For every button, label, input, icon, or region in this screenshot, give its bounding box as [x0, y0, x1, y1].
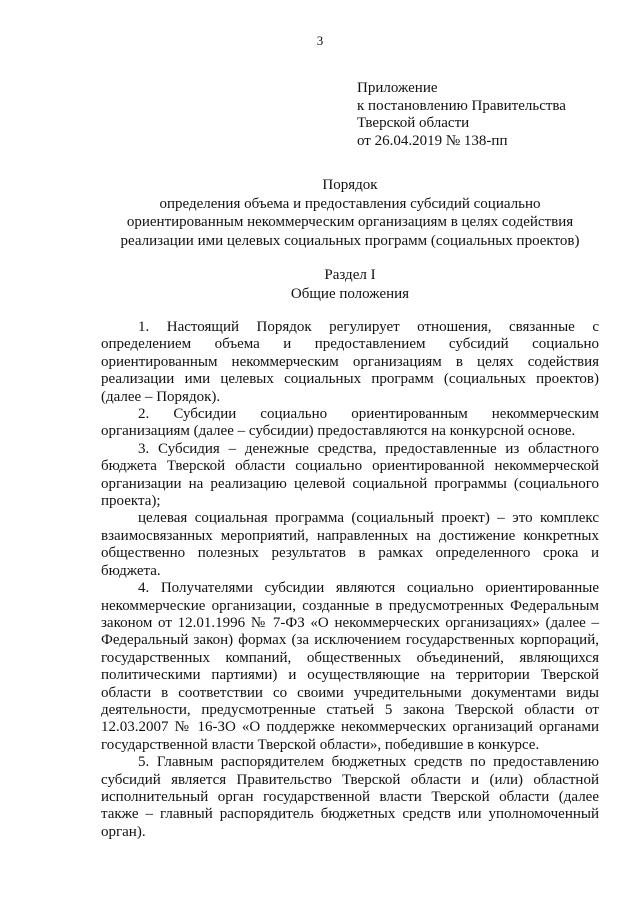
paragraph: 2. Субсидии социально ориентированным некоммерческим организациям (далее – субсидии) предоставляются на конкурсной основе. [101, 406, 599, 440]
appendix-line: от 26.04.2019 № 138-пп [357, 132, 508, 149]
page-number: 3 [316, 33, 324, 48]
section-number: Раздел I [324, 267, 376, 283]
paragraph: целевая социальная программа (социальный проект) – это комплекс взаимосвязанных мероприятий, направленных на достижение конкретных общественно полезных результатов в рамках определенного срока и бюджета. [101, 510, 599, 579]
paragraph: 1. Настоящий Порядок регулирует отношения, связанные с определением объема и предоставлением субсидий социально ориентированным некоммерческим организациям в целях содействия реализации ими целевых социальных программ (социальных проектов) (далее – Порядок). [101, 319, 599, 405]
title-line: реализации ими целевых социальных программ (социальных проектов) [120, 232, 580, 249]
title-line: определения объема и предоставления субсидий социально [159, 195, 541, 212]
paragraph: 4. Получателями субсидии являются социально ориентированные некоммерческие организации, созданные в предусмотренных Федеральным законом от 12.01.1996 № 7-ФЗ «О некоммерческих организациях» (далее – Федеральный закон) формах (за исключением государственных корпораций, государственных компаний, общественных объединений, являющихся политическими партиями) и осуществляющие на территории Тверской области в соответствии со своими учредительными документами виды деятельности, предусмотренные статьей 5 закона Тверской области от 12.03.2007 № 16-ЗО «О поддержке некоммерческих организаций органами государственной власти Тверской области», победившие в конкурсе. [101, 580, 599, 753]
appendix-line: к постановлению Правительства [357, 97, 566, 114]
title-heading: Порядок [322, 177, 378, 193]
section-heading [40, 266, 640, 304]
title-line: ориентированным некоммерческим организациям в целях содействия [126, 214, 574, 230]
appendix-line: Приложение [357, 80, 438, 96]
appendix-block [357, 80, 566, 150]
body-text [101, 319, 599, 841]
appendix-line: Тверской области [357, 115, 470, 131]
paragraph: 3. Субсидия – денежные средства, предоставленные из областного бюджета Тверской области социально ориентированной некоммерческой организации на реализацию целевой социальной программы (социального проекта); [101, 440, 599, 510]
paragraph: 5. Главным распорядителем бюджетных средств по предоставлению субсидий является Правительство Тверской области и (или) областной исполнительный орган государственной власти Тверской области (далее также – главный распорядитель бюджетных средств или уполномоченный орган). [101, 754, 599, 840]
document-title [40, 176, 640, 250]
section-name: Общие положения [290, 286, 410, 302]
